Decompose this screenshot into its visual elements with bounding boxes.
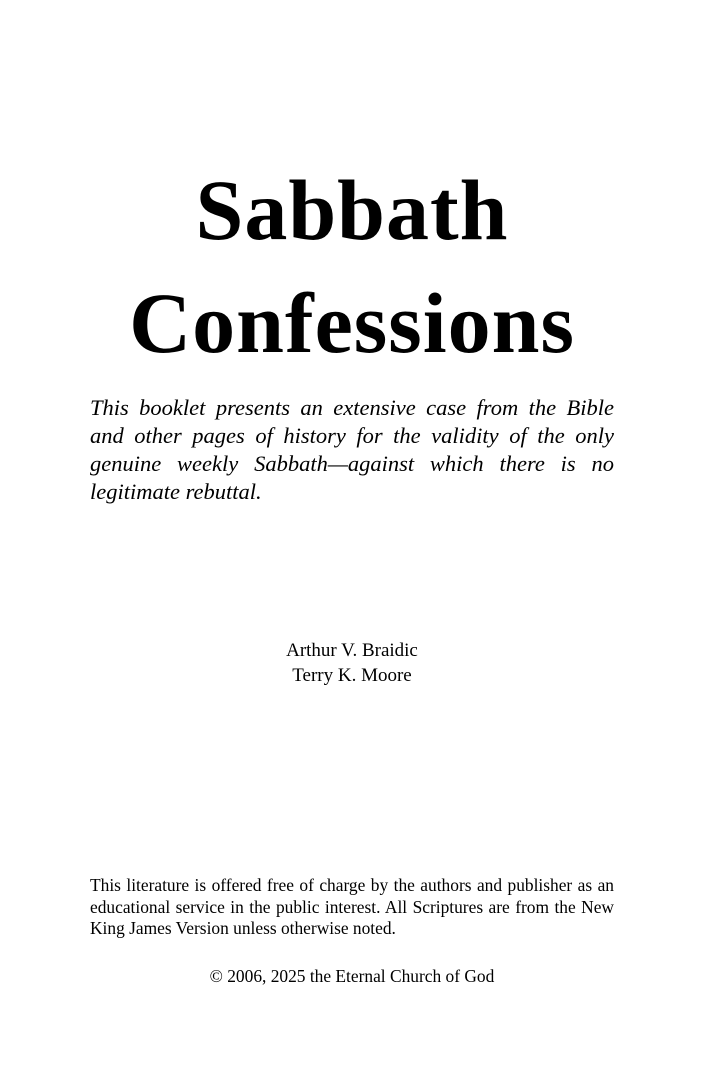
title-line-1: Sabbath [195, 162, 509, 258]
author-name: Arthur V. Braidic [286, 640, 418, 661]
author-list [0, 638, 704, 688]
copyright-line: © 2006, 2025 the Eternal Church of God [209, 966, 495, 986]
tagline: This booklet presents an extensive case from the Bible and other pages of history for the validity of the only genuine weekly Sabbath—against which there is no legitimate rebuttal. [90, 395, 614, 504]
title-line-2: Confessions [129, 275, 575, 371]
publication-notice: This literature is offered free of charge by the authors and publisher as an educational service in the public interest. All Scriptures are from the New King James Version unless otherwise noted. [90, 875, 614, 938]
author-name: Terry K. Moore [292, 665, 412, 686]
